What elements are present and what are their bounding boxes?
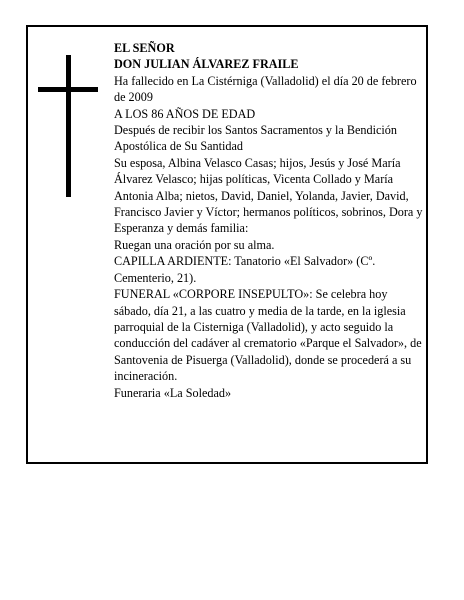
death-info: Ha fallecido en La Cistérniga (Valladolid) el día 20 de febrero de 2009: [114, 73, 417, 105]
sacraments-line: Después de recibir los Santos Sacramentos y la Bendición Apostólica de Su Santidad: [114, 123, 397, 154]
heading-title: EL SEÑOR: [114, 41, 175, 55]
age-line: A LOS 86 AÑOS DE EDAD: [114, 106, 256, 121]
cross-vertical-bar: [66, 55, 71, 197]
family-list: Su esposa, Albina Velasco Casas; hijos, Jesús y José María Álvarez Velasco; hijas políticas, Vicenta Collado y María Antonia Alba; nietos, David, Daniel, Yolanda, Javier, David, Francisco Javier y Víctor; hermanos políticos, sobrinos, Dora y Esperanza y demás familia:: [114, 155, 423, 236]
chapel-info: CAPILLA ARDIENTE: Tanatorio «El Salvador» (Cº. Cementerio, 21).: [114, 254, 376, 285]
obituary-text: [114, 40, 426, 401]
prayer-line: Ruegan una oración por su alma.: [114, 237, 275, 252]
deceased-name: DON JULIAN ÁLVAREZ FRAILE: [114, 57, 299, 72]
funeral-home: Funeraria «La Soledad»: [114, 385, 232, 400]
funeral-info: FUNERAL «CORPORE INSEPULTO»: Se celebra hoy sábado, día 21, a las cuatro y media de la tarde, en la iglesia parroquial de la Cisterniga (Valladolid), y acto seguido la conducción del cadáver al crematorio «Parque el Salvador», de Santovenia de Pisuerga (Valladolid), donde se procederá a su incineración.: [114, 287, 422, 384]
obituary-notice: [26, 25, 428, 464]
cross-icon: [38, 55, 98, 197]
cross-horizontal-bar: [38, 87, 98, 92]
